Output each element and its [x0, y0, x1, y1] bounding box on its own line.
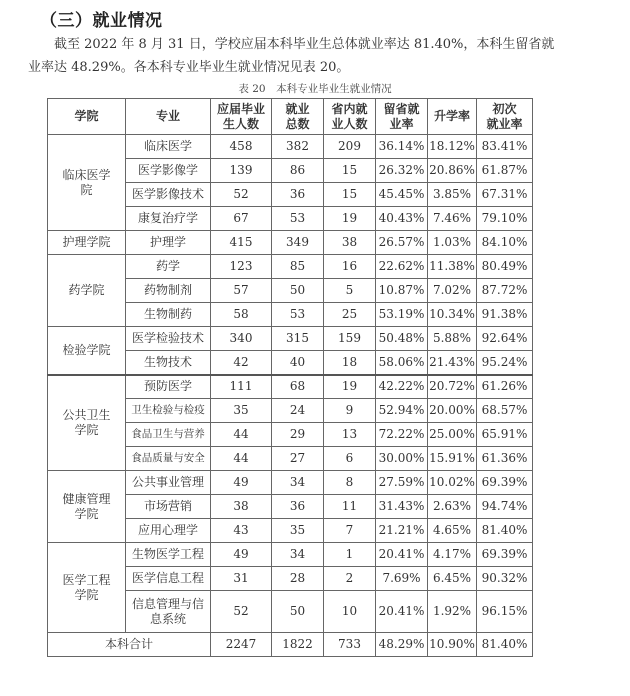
- employment-rate-cell: 79.10%: [477, 207, 533, 231]
- retention-rate-cell: 36.14%: [376, 135, 428, 159]
- employed-cell: 24: [272, 399, 324, 423]
- further-study-rate-cell: 4.17%: [428, 543, 477, 567]
- graduates-cell: 52: [211, 183, 272, 207]
- graduates-cell: 52: [211, 591, 272, 633]
- major-cell: 康复治疗学: [126, 207, 211, 231]
- employment-rate-cell: 92.64%: [477, 327, 533, 351]
- in-province-cell: 9: [324, 399, 376, 423]
- employed-cell: 53: [272, 303, 324, 327]
- total-graduates-cell: 2247: [211, 633, 272, 657]
- college-cell: 临床医学 院: [48, 135, 126, 231]
- in-province-cell: 10: [324, 591, 376, 633]
- further-study-rate-cell: 5.88%: [428, 327, 477, 351]
- retention-rate-cell: 30.00%: [376, 447, 428, 471]
- table-row: [48, 135, 533, 159]
- graduates-cell: 43: [211, 519, 272, 543]
- further-study-rate-cell: 1.03%: [428, 231, 477, 255]
- major-cell: 医学影像技术: [126, 183, 211, 207]
- table-row: [48, 375, 533, 399]
- major-cell: 医学信息工程: [126, 567, 211, 591]
- retention-rate-cell: 20.41%: [376, 543, 428, 567]
- further-study-rate-cell: 10.02%: [428, 471, 477, 495]
- further-study-rate-cell: 21.43%: [428, 351, 477, 375]
- retention-rate-cell: 45.45%: [376, 183, 428, 207]
- employment-rate-cell: 61.36%: [477, 447, 533, 471]
- graduates-cell: 458: [211, 135, 272, 159]
- further-study-rate-cell: 7.46%: [428, 207, 477, 231]
- further-study-rate-cell: 18.12%: [428, 135, 477, 159]
- retention-rate-cell: 42.22%: [376, 375, 428, 399]
- employed-cell: 50: [272, 279, 324, 303]
- further-study-rate-cell: 7.02%: [428, 279, 477, 303]
- major-cell: 市场营销: [126, 495, 211, 519]
- table-header-row: [48, 99, 533, 135]
- employment-table: [47, 98, 533, 657]
- employed-cell: 382: [272, 135, 324, 159]
- in-province-cell: 15: [324, 159, 376, 183]
- header-in-province: 省内就 业人数: [324, 99, 376, 135]
- major-cell: 卫生检验与检疫: [126, 399, 211, 423]
- retention-rate-cell: 31.43%: [376, 495, 428, 519]
- total-row: [48, 633, 533, 657]
- retention-rate-cell: 50.48%: [376, 327, 428, 351]
- table-row: [48, 327, 533, 351]
- employment-rate-cell: 83.41%: [477, 135, 533, 159]
- employment-rate-cell: 68.57%: [477, 399, 533, 423]
- further-study-rate-cell: 11.38%: [428, 255, 477, 279]
- in-province-cell: 16: [324, 255, 376, 279]
- further-study-rate-cell: 25.00%: [428, 423, 477, 447]
- graduates-cell: 57: [211, 279, 272, 303]
- employment-rate-cell: 84.10%: [477, 231, 533, 255]
- paragraph-line-2: 业率达 48.29%。各本科专业毕业生就业情况见表 20。: [28, 60, 350, 75]
- major-cell: 生物制药: [126, 303, 211, 327]
- employed-cell: 315: [272, 327, 324, 351]
- retention-rate-cell: 10.87%: [376, 279, 428, 303]
- graduates-cell: 38: [211, 495, 272, 519]
- further-study-rate-cell: 10.34%: [428, 303, 477, 327]
- retention-rate-cell: 40.43%: [376, 207, 428, 231]
- total-label: 本科合计: [48, 633, 211, 657]
- retention-rate-cell: 27.59%: [376, 471, 428, 495]
- further-study-rate-cell: 20.86%: [428, 159, 477, 183]
- graduates-cell: 49: [211, 471, 272, 495]
- major-cell: 生物技术: [126, 351, 211, 375]
- further-study-rate-cell: 20.72%: [428, 375, 477, 399]
- employed-cell: 27: [272, 447, 324, 471]
- header-employment-rate: 初次 就业率: [477, 99, 533, 135]
- graduates-cell: 139: [211, 159, 272, 183]
- graduates-cell: 123: [211, 255, 272, 279]
- in-province-cell: 38: [324, 231, 376, 255]
- employment-rate-cell: 91.38%: [477, 303, 533, 327]
- retention-rate-cell: 20.41%: [376, 591, 428, 633]
- graduates-cell: 44: [211, 447, 272, 471]
- college-cell: 护理学院: [48, 231, 126, 255]
- section-paragraph: [28, 33, 588, 79]
- employment-rate-cell: 67.31%: [477, 183, 533, 207]
- section-heading: （三）就业情况: [40, 11, 163, 31]
- graduates-cell: 42: [211, 351, 272, 375]
- employed-cell: 34: [272, 471, 324, 495]
- employed-cell: 50: [272, 591, 324, 633]
- college-cell: 健康管理 学院: [48, 471, 126, 543]
- retention-rate-cell: 26.32%: [376, 159, 428, 183]
- employed-cell: 349: [272, 231, 324, 255]
- table-caption: 表 20 本科专业毕业生就业情况: [238, 83, 392, 95]
- major-cell: 护理学: [126, 231, 211, 255]
- further-study-rate-cell: 15.91%: [428, 447, 477, 471]
- college-cell: 公共卫生 学院: [48, 375, 126, 471]
- employed-cell: 68: [272, 375, 324, 399]
- employed-cell: 34: [272, 543, 324, 567]
- major-cell: 应用心理学: [126, 519, 211, 543]
- in-province-cell: 7: [324, 519, 376, 543]
- in-province-cell: 13: [324, 423, 376, 447]
- major-cell: 药物制剂: [126, 279, 211, 303]
- retention-rate-cell: 72.22%: [376, 423, 428, 447]
- in-province-cell: 11: [324, 495, 376, 519]
- in-province-cell: 8: [324, 471, 376, 495]
- further-study-rate-cell: 2.63%: [428, 495, 477, 519]
- college-cell: 药学院: [48, 255, 126, 327]
- major-cell: 食品质量与安全: [126, 447, 211, 471]
- graduates-cell: 58: [211, 303, 272, 327]
- employed-cell: 86: [272, 159, 324, 183]
- major-cell: 生物医学工程: [126, 543, 211, 567]
- graduates-cell: 35: [211, 399, 272, 423]
- retention-rate-cell: 52.94%: [376, 399, 428, 423]
- employment-rate-cell: 65.91%: [477, 423, 533, 447]
- retention-rate-cell: 53.19%: [376, 303, 428, 327]
- table-row: [48, 471, 533, 495]
- employed-cell: 35: [272, 519, 324, 543]
- employment-rate-cell: 69.39%: [477, 543, 533, 567]
- header-further-study-rate: 升学率: [428, 99, 477, 135]
- paragraph-line-1: 截至 2022 年 8 月 31 日，学校应届本科毕业生总体就业率达 81.40%，本科生留省就: [54, 37, 555, 52]
- employed-cell: 36: [272, 495, 324, 519]
- employment-rate-cell: 80.49%: [477, 255, 533, 279]
- graduates-cell: 67: [211, 207, 272, 231]
- major-cell: 信息管理与信 息系统: [126, 591, 211, 633]
- table-row: [48, 255, 533, 279]
- graduates-cell: 340: [211, 327, 272, 351]
- employment-rate-cell: 96.15%: [477, 591, 533, 633]
- table-row: [48, 543, 533, 567]
- graduates-cell: 44: [211, 423, 272, 447]
- retention-rate-cell: 21.21%: [376, 519, 428, 543]
- in-province-cell: 19: [324, 207, 376, 231]
- major-cell: 医学影像学: [126, 159, 211, 183]
- total-further-study-rate-cell: 10.90%: [428, 633, 477, 657]
- header-retention-rate: 留省就 业率: [376, 99, 428, 135]
- employed-cell: 85: [272, 255, 324, 279]
- major-cell: 公共事业管理: [126, 471, 211, 495]
- in-province-cell: 5: [324, 279, 376, 303]
- in-province-cell: 18: [324, 351, 376, 375]
- employed-cell: 36: [272, 183, 324, 207]
- employment-rate-cell: 94.74%: [477, 495, 533, 519]
- header-major: 专业: [126, 99, 211, 135]
- college-cell: 医学工程 学院: [48, 543, 126, 633]
- header-college: 学院: [48, 99, 126, 135]
- in-province-cell: 209: [324, 135, 376, 159]
- employment-rate-cell: 61.26%: [477, 375, 533, 399]
- further-study-rate-cell: 20.00%: [428, 399, 477, 423]
- total-employed-cell: 1822: [272, 633, 324, 657]
- further-study-rate-cell: 6.45%: [428, 567, 477, 591]
- total-retention-rate-cell: 48.29%: [376, 633, 428, 657]
- in-province-cell: 15: [324, 183, 376, 207]
- graduates-cell: 31: [211, 567, 272, 591]
- retention-rate-cell: 26.57%: [376, 231, 428, 255]
- major-cell: 食品卫生与营养: [126, 423, 211, 447]
- employment-rate-cell: 61.87%: [477, 159, 533, 183]
- in-province-cell: 25: [324, 303, 376, 327]
- further-study-rate-cell: 3.85%: [428, 183, 477, 207]
- retention-rate-cell: 22.62%: [376, 255, 428, 279]
- header-graduates: 应届毕业 生人数: [211, 99, 272, 135]
- major-cell: 临床医学: [126, 135, 211, 159]
- employment-rate-cell: 95.24%: [477, 351, 533, 375]
- employed-cell: 53: [272, 207, 324, 231]
- major-cell: 预防医学: [126, 375, 211, 399]
- in-province-cell: 6: [324, 447, 376, 471]
- graduates-cell: 49: [211, 543, 272, 567]
- employment-rate-cell: 90.32%: [477, 567, 533, 591]
- in-province-cell: 19: [324, 375, 376, 399]
- employed-cell: 28: [272, 567, 324, 591]
- employment-rate-cell: 69.39%: [477, 471, 533, 495]
- header-employed: 就业 总数: [272, 99, 324, 135]
- employed-cell: 40: [272, 351, 324, 375]
- graduates-cell: 415: [211, 231, 272, 255]
- employment-rate-cell: 87.72%: [477, 279, 533, 303]
- retention-rate-cell: 7.69%: [376, 567, 428, 591]
- in-province-cell: 159: [324, 327, 376, 351]
- in-province-cell: 1: [324, 543, 376, 567]
- total-employment-rate-cell: 81.40%: [477, 633, 533, 657]
- employment-rate-cell: 81.40%: [477, 519, 533, 543]
- major-cell: 药学: [126, 255, 211, 279]
- graduates-cell: 111: [211, 375, 272, 399]
- employed-cell: 29: [272, 423, 324, 447]
- table-row: [48, 231, 533, 255]
- further-study-rate-cell: 1.92%: [428, 591, 477, 633]
- college-cell: 检验学院: [48, 327, 126, 375]
- further-study-rate-cell: 4.65%: [428, 519, 477, 543]
- in-province-cell: 2: [324, 567, 376, 591]
- total-in-province-cell: 733: [324, 633, 376, 657]
- major-cell: 医学检验技术: [126, 327, 211, 351]
- retention-rate-cell: 58.06%: [376, 351, 428, 375]
